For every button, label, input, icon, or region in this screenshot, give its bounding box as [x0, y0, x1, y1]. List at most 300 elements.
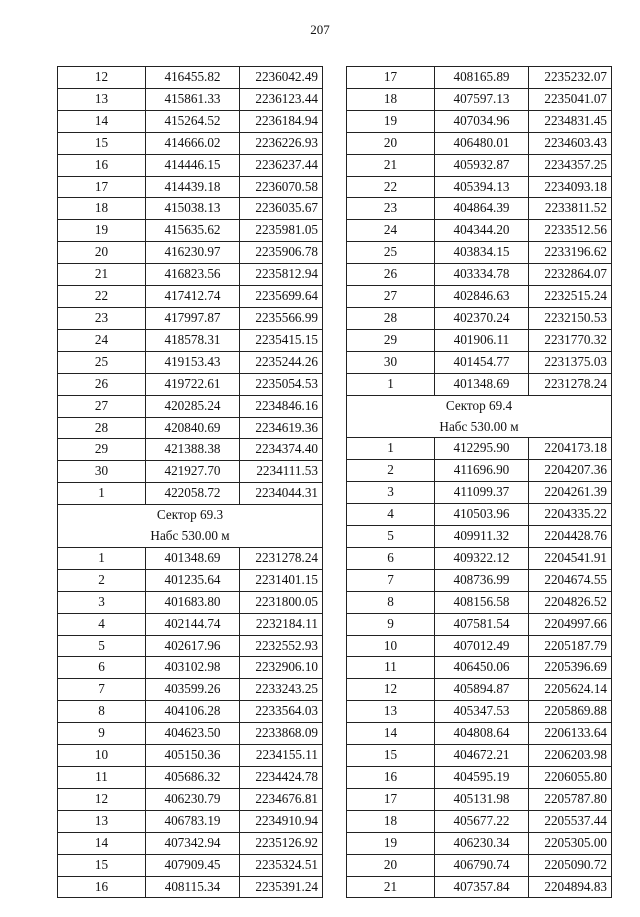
- coordinates-table-left: [57, 66, 323, 898]
- coord-y: 2232515.24: [529, 286, 612, 308]
- point-number: 25: [347, 242, 435, 264]
- table-row: [58, 307, 323, 329]
- point-number: 27: [58, 395, 146, 417]
- coord-y: 2233512.56: [529, 220, 612, 242]
- coord-y: 2235041.07: [529, 88, 612, 110]
- coord-y: 2204261.39: [529, 482, 612, 504]
- table-row: [58, 547, 323, 569]
- coord-y: 2231375.03: [529, 351, 612, 373]
- table-row: [347, 242, 612, 264]
- coord-y: 2234424.78: [240, 767, 323, 789]
- point-number: 22: [347, 176, 435, 198]
- coord-x: 405347.53: [435, 701, 529, 723]
- coord-y: 2235566.99: [240, 307, 323, 329]
- point-number: 17: [58, 176, 146, 198]
- coord-x: 406230.34: [435, 832, 529, 854]
- coord-x: 405932.87: [435, 154, 529, 176]
- coord-x: 401348.69: [435, 373, 529, 395]
- point-number: 29: [347, 329, 435, 351]
- coord-y: 2205396.69: [529, 657, 612, 679]
- coord-x: 405394.13: [435, 176, 529, 198]
- coord-x: 401906.11: [435, 329, 529, 351]
- coord-y: 2233196.62: [529, 242, 612, 264]
- coord-x: 414666.02: [146, 132, 240, 154]
- point-number: 13: [58, 810, 146, 832]
- coord-x: 408736.99: [435, 569, 529, 591]
- sector-height-row: [347, 417, 612, 438]
- point-number: 22: [58, 286, 146, 308]
- point-number: 21: [347, 876, 435, 898]
- table-row: [347, 373, 612, 395]
- coord-y: 2235415.15: [240, 329, 323, 351]
- point-number: 28: [58, 417, 146, 439]
- point-number: 1: [58, 547, 146, 569]
- point-number: 17: [347, 788, 435, 810]
- coord-y: 2205869.88: [529, 701, 612, 723]
- coord-y: 2231278.24: [529, 373, 612, 395]
- sector-height: Набс 530.00 м: [58, 526, 323, 547]
- coord-x: 404864.39: [435, 198, 529, 220]
- coord-y: 2235244.26: [240, 351, 323, 373]
- coord-y: 2234044.31: [240, 483, 323, 505]
- coord-x: 408115.34: [146, 876, 240, 898]
- table-row: [58, 788, 323, 810]
- coord-y: 2234846.16: [240, 395, 323, 417]
- coord-y: 2233564.03: [240, 701, 323, 723]
- table-row: [58, 395, 323, 417]
- table-row: [347, 329, 612, 351]
- coord-x: 401348.69: [146, 547, 240, 569]
- point-number: 7: [347, 569, 435, 591]
- table-row: [347, 876, 612, 898]
- left-rows-a: [58, 67, 323, 505]
- point-number: 1: [347, 373, 435, 395]
- coord-y: 2235906.78: [240, 242, 323, 264]
- coord-x: 404623.50: [146, 723, 240, 745]
- sector-title: Сектор 69.4: [347, 395, 612, 416]
- right-rows-b: [347, 438, 612, 898]
- coord-y: 2206133.64: [529, 723, 612, 745]
- coord-x: 422058.72: [146, 483, 240, 505]
- table-row: [347, 88, 612, 110]
- coord-y: 2205624.14: [529, 679, 612, 701]
- coord-y: 2232552.93: [240, 635, 323, 657]
- coord-x: 416230.97: [146, 242, 240, 264]
- coord-y: 2204173.18: [529, 438, 612, 460]
- coord-y: 2235981.05: [240, 220, 323, 242]
- point-number: 29: [58, 439, 146, 461]
- coord-y: 2235232.07: [529, 67, 612, 89]
- table-row: [58, 286, 323, 308]
- point-number: 2: [58, 569, 146, 591]
- coord-y: 2234910.94: [240, 810, 323, 832]
- table-row: [347, 482, 612, 504]
- point-number: 23: [58, 307, 146, 329]
- table-row: [347, 220, 612, 242]
- coord-x: 402144.74: [146, 613, 240, 635]
- coord-y: 2234111.53: [240, 461, 323, 483]
- point-number: 5: [347, 526, 435, 548]
- coord-y: 2234374.40: [240, 439, 323, 461]
- point-number: 30: [347, 351, 435, 373]
- point-number: 30: [58, 461, 146, 483]
- coord-x: 407909.45: [146, 854, 240, 876]
- coord-y: 2232150.53: [529, 307, 612, 329]
- table-row: [58, 242, 323, 264]
- coord-y: 2235324.51: [240, 854, 323, 876]
- coord-y: 2235391.24: [240, 876, 323, 898]
- coord-x: 403334.78: [435, 264, 529, 286]
- point-number: 16: [347, 767, 435, 789]
- table-row: [58, 329, 323, 351]
- table-row: [58, 198, 323, 220]
- coord-y: 2236237.44: [240, 154, 323, 176]
- table-row: [347, 854, 612, 876]
- coord-y: 2204894.83: [529, 876, 612, 898]
- point-number: 2: [347, 460, 435, 482]
- point-number: 9: [58, 723, 146, 745]
- point-number: 24: [58, 329, 146, 351]
- table-row: [347, 526, 612, 548]
- coord-y: 2232864.07: [529, 264, 612, 286]
- coord-x: 411099.37: [435, 482, 529, 504]
- point-number: 6: [58, 657, 146, 679]
- coord-x: 402617.96: [146, 635, 240, 657]
- table-row: [58, 154, 323, 176]
- left-rows-b: [58, 547, 323, 898]
- coord-y: 2205537.44: [529, 810, 612, 832]
- table-row: [58, 657, 323, 679]
- point-number: 14: [58, 832, 146, 854]
- point-number: 19: [347, 110, 435, 132]
- table-row: [58, 67, 323, 89]
- coord-x: 421388.38: [146, 439, 240, 461]
- coord-y: 2231800.05: [240, 591, 323, 613]
- coord-y: 2231401.15: [240, 569, 323, 591]
- sector-title-row: [58, 505, 323, 526]
- sector-title: Сектор 69.3: [58, 505, 323, 526]
- coord-x: 406480.01: [435, 132, 529, 154]
- table-row: [347, 307, 612, 329]
- page-number: 207: [310, 22, 330, 37]
- coord-x: 420285.24: [146, 395, 240, 417]
- table-row: [58, 483, 323, 505]
- point-number: 14: [58, 110, 146, 132]
- coord-y: 2204207.36: [529, 460, 612, 482]
- table-row: [347, 110, 612, 132]
- coord-x: 419153.43: [146, 351, 240, 373]
- coord-y: 2204997.66: [529, 613, 612, 635]
- table-row: [347, 547, 612, 569]
- coord-x: 409322.12: [435, 547, 529, 569]
- coord-y: 2236042.49: [240, 67, 323, 89]
- coord-x: 405894.87: [435, 679, 529, 701]
- point-number: 8: [347, 591, 435, 613]
- coord-x: 410503.96: [435, 504, 529, 526]
- table-row: [58, 373, 323, 395]
- point-number: 13: [58, 88, 146, 110]
- point-number: 25: [58, 351, 146, 373]
- table-row: [58, 745, 323, 767]
- point-number: 21: [347, 154, 435, 176]
- table-row: [347, 767, 612, 789]
- coord-y: 2234831.45: [529, 110, 612, 132]
- point-number: 10: [58, 745, 146, 767]
- coord-y: 2206055.80: [529, 767, 612, 789]
- coord-y: 2205305.00: [529, 832, 612, 854]
- coord-y: 2235054.53: [240, 373, 323, 395]
- table-row: [58, 723, 323, 745]
- point-number: 1: [347, 438, 435, 460]
- coord-x: 415635.62: [146, 220, 240, 242]
- table-row: [58, 613, 323, 635]
- table-row: [347, 701, 612, 723]
- point-number: 11: [58, 767, 146, 789]
- table-row: [347, 460, 612, 482]
- coord-x: 414446.15: [146, 154, 240, 176]
- table-row: [347, 264, 612, 286]
- table-row: [347, 810, 612, 832]
- coord-y: 2233868.09: [240, 723, 323, 745]
- coord-y: 2232184.11: [240, 613, 323, 635]
- point-number: 24: [347, 220, 435, 242]
- point-number: 26: [58, 373, 146, 395]
- coord-y: 2236226.93: [240, 132, 323, 154]
- coord-x: 419722.61: [146, 373, 240, 395]
- point-number: 8: [58, 701, 146, 723]
- table-row: [347, 569, 612, 591]
- sector-title-row: [347, 395, 612, 416]
- table-row: [347, 657, 612, 679]
- coord-y: 2236184.94: [240, 110, 323, 132]
- table-row: [58, 767, 323, 789]
- table-row: [58, 417, 323, 439]
- table-row: [347, 67, 612, 89]
- table-row: [58, 439, 323, 461]
- coord-y: 2231278.24: [240, 547, 323, 569]
- point-number: 18: [58, 198, 146, 220]
- table-row: [347, 788, 612, 810]
- point-number: 18: [347, 810, 435, 832]
- coord-y: 2205090.72: [529, 854, 612, 876]
- coord-x: 414439.18: [146, 176, 240, 198]
- point-number: 13: [347, 701, 435, 723]
- right-sector-header: [347, 395, 612, 438]
- coord-y: 2204674.55: [529, 569, 612, 591]
- table-row: [347, 635, 612, 657]
- coord-x: 407581.54: [435, 613, 529, 635]
- coord-x: 412295.90: [435, 438, 529, 460]
- coord-x: 407012.49: [435, 635, 529, 657]
- point-number: 10: [347, 635, 435, 657]
- coord-y: 2235812.94: [240, 264, 323, 286]
- coord-x: 401235.64: [146, 569, 240, 591]
- table-row: [347, 745, 612, 767]
- coord-y: 2231770.32: [529, 329, 612, 351]
- coord-y: 2232906.10: [240, 657, 323, 679]
- table-row: [58, 351, 323, 373]
- table-row: [58, 854, 323, 876]
- coord-x: 417412.74: [146, 286, 240, 308]
- point-number: 16: [58, 154, 146, 176]
- table-row: [58, 88, 323, 110]
- coord-x: 407357.84: [435, 876, 529, 898]
- point-number: 1: [58, 483, 146, 505]
- table-row: [347, 154, 612, 176]
- point-number: 6: [347, 547, 435, 569]
- point-number: 26: [347, 264, 435, 286]
- table-row: [347, 679, 612, 701]
- coord-y: 2204428.76: [529, 526, 612, 548]
- table-row: [58, 132, 323, 154]
- table-row: [347, 591, 612, 613]
- coord-x: 421927.70: [146, 461, 240, 483]
- table-row: [347, 832, 612, 854]
- coordinates-table-right: [346, 66, 612, 898]
- coord-x: 405686.32: [146, 767, 240, 789]
- coord-y: 2205187.79: [529, 635, 612, 657]
- table-row: [58, 220, 323, 242]
- point-number: 23: [347, 198, 435, 220]
- sector-height: Набс 530.00 м: [347, 417, 612, 438]
- sector-height-row: [58, 526, 323, 547]
- point-number: 15: [58, 132, 146, 154]
- table-row: [58, 635, 323, 657]
- coord-x: 404672.21: [435, 745, 529, 767]
- point-number: 19: [58, 220, 146, 242]
- point-number: 3: [347, 482, 435, 504]
- table-row: [58, 569, 323, 591]
- coord-y: 2206203.98: [529, 745, 612, 767]
- coord-x: 416823.56: [146, 264, 240, 286]
- coord-y: 2235699.64: [240, 286, 323, 308]
- coord-x: 406790.74: [435, 854, 529, 876]
- coord-x: 403102.98: [146, 657, 240, 679]
- table-row: [58, 264, 323, 286]
- coord-x: 406450.06: [435, 657, 529, 679]
- point-number: 16: [58, 876, 146, 898]
- coord-x: 402846.63: [435, 286, 529, 308]
- coord-y: 2234093.18: [529, 176, 612, 198]
- table-row: [58, 679, 323, 701]
- coord-x: 408156.58: [435, 591, 529, 613]
- table-row: [347, 286, 612, 308]
- point-number: 3: [58, 591, 146, 613]
- point-number: 28: [347, 307, 435, 329]
- table-row: [347, 504, 612, 526]
- point-number: 20: [347, 854, 435, 876]
- coord-x: 404595.19: [435, 767, 529, 789]
- coord-x: 404808.64: [435, 723, 529, 745]
- coord-x: 407342.94: [146, 832, 240, 854]
- point-number: 27: [347, 286, 435, 308]
- point-number: 4: [347, 504, 435, 526]
- table-row: [347, 132, 612, 154]
- coord-x: 409911.32: [435, 526, 529, 548]
- coord-x: 403599.26: [146, 679, 240, 701]
- point-number: 7: [58, 679, 146, 701]
- coord-y: 2204541.91: [529, 547, 612, 569]
- coord-y: 2234357.25: [529, 154, 612, 176]
- coord-x: 405150.36: [146, 745, 240, 767]
- coord-y: 2234676.81: [240, 788, 323, 810]
- point-number: 19: [347, 832, 435, 854]
- coord-x: 417997.87: [146, 307, 240, 329]
- coord-y: 2234603.43: [529, 132, 612, 154]
- coord-x: 404344.20: [435, 220, 529, 242]
- table-row: [58, 176, 323, 198]
- point-number: 12: [347, 679, 435, 701]
- coord-y: 2234619.36: [240, 417, 323, 439]
- coord-y: 2204335.22: [529, 504, 612, 526]
- point-number: 12: [58, 788, 146, 810]
- coord-y: 2233243.25: [240, 679, 323, 701]
- coord-y: 2234155.11: [240, 745, 323, 767]
- coord-x: 404106.28: [146, 701, 240, 723]
- table-row: [58, 810, 323, 832]
- point-number: 17: [347, 67, 435, 89]
- table-row: [58, 876, 323, 898]
- table-row: [347, 176, 612, 198]
- table-row: [347, 723, 612, 745]
- right-rows-a: [347, 67, 612, 396]
- point-number: 4: [58, 613, 146, 635]
- coord-x: 420840.69: [146, 417, 240, 439]
- coord-y: 2236123.44: [240, 88, 323, 110]
- table-row: [347, 198, 612, 220]
- table-row: [58, 591, 323, 613]
- table-row: [347, 613, 612, 635]
- coord-x: 403834.15: [435, 242, 529, 264]
- coord-x: 407034.96: [435, 110, 529, 132]
- coord-y: 2235126.92: [240, 832, 323, 854]
- coord-y: 2233811.52: [529, 198, 612, 220]
- point-number: 20: [58, 242, 146, 264]
- coord-x: 405677.22: [435, 810, 529, 832]
- table-row: [58, 461, 323, 483]
- coord-x: 405131.98: [435, 788, 529, 810]
- coord-x: 408165.89: [435, 67, 529, 89]
- table-row: [58, 701, 323, 723]
- point-number: 11: [347, 657, 435, 679]
- coord-x: 402370.24: [435, 307, 529, 329]
- left-sector-header: [58, 505, 323, 548]
- table-row: [58, 832, 323, 854]
- coord-x: 407597.13: [435, 88, 529, 110]
- point-number: 9: [347, 613, 435, 635]
- point-number: 12: [58, 67, 146, 89]
- coord-x: 411696.90: [435, 460, 529, 482]
- coord-x: 418578.31: [146, 329, 240, 351]
- coord-y: 2205787.80: [529, 788, 612, 810]
- coord-x: 415264.52: [146, 110, 240, 132]
- table-row: [58, 110, 323, 132]
- coord-y: 2236035.67: [240, 198, 323, 220]
- point-number: 15: [347, 745, 435, 767]
- point-number: 15: [58, 854, 146, 876]
- coord-y: 2236070.58: [240, 176, 323, 198]
- table-row: [347, 438, 612, 460]
- coord-y: 2204826.52: [529, 591, 612, 613]
- point-number: 5: [58, 635, 146, 657]
- coord-x: 416455.82: [146, 67, 240, 89]
- coord-x: 415861.33: [146, 88, 240, 110]
- point-number: 14: [347, 723, 435, 745]
- point-number: 18: [347, 88, 435, 110]
- coord-x: 406230.79: [146, 788, 240, 810]
- coord-x: 415038.13: [146, 198, 240, 220]
- point-number: 21: [58, 264, 146, 286]
